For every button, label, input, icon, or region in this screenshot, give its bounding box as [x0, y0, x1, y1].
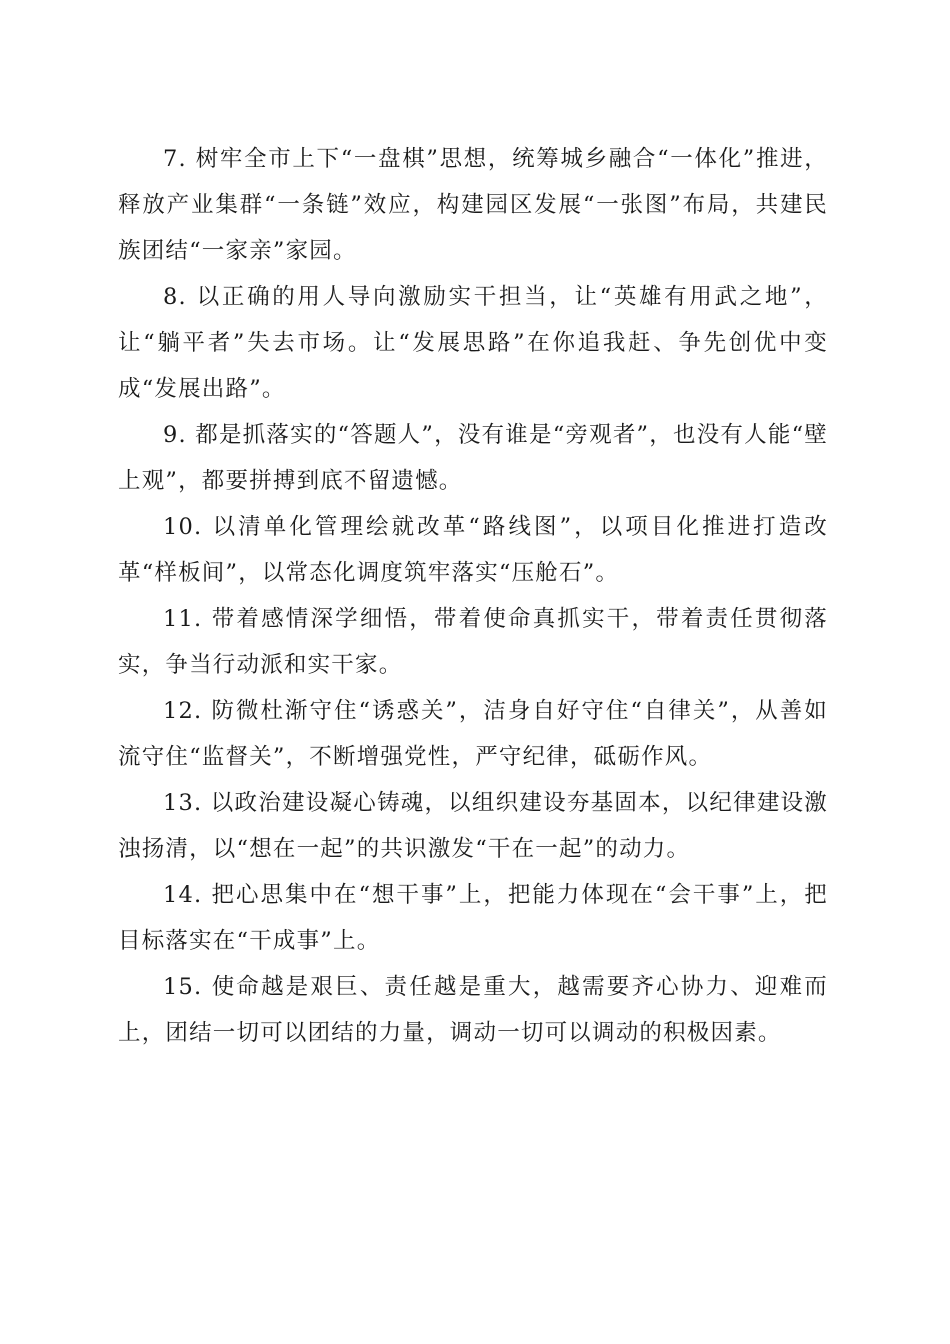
paragraph-13: 13. 以政治建设凝心铸魂，以组织建设夯基固本，以纪律建设激浊扬清，以“想在一起”的共识激发“干在一起”的动力。	[118, 790, 828, 862]
paragraph-14: 14. 把心思集中在“想干事”上，把能力体现在“会干事”上，把目标落实在“干成事”上。	[118, 882, 828, 954]
paragraph-9: 9. 都是抓落实的“答题人”，没有谁是“旁观者”，也没有人能“壁上观”，都要拼搏到底不留遗憾。	[118, 422, 828, 494]
paragraph-12: 12. 防微杜渐守住“诱惑关”，洁身自好守住“自律关”，从善如流守住“监督关”，不断增强党性，严守纪律，砥砺作风。	[118, 698, 828, 770]
paragraph-8: 8. 以正确的用人导向激励实干担当，让“英雄有用武之地”，让“躺平者”失去市场。让“发展思路”在你追我赶、争先创优中变成“发展出路”。	[118, 284, 828, 402]
paragraph-10: 10. 以清单化管理绘就改革“路线图”，以项目化推进打造改革“样板间”，以常态化调度筑牢落实“压舱石”。	[118, 514, 828, 586]
paragraph-11: 11. 带着感情深学细悟，带着使命真抓实干，带着责任贯彻落实，争当行动派和实干家。	[118, 606, 828, 678]
paragraph-7: 7. 树牢全市上下“一盘棋”思想，统筹城乡融合“一体化”推进，释放产业集群“一条链”效应，构建园区发展“一张图”布局，共建民族团结“一家亲”家园。	[118, 146, 828, 264]
document-body	[118, 136, 828, 1056]
paragraph-15: 15. 使命越是艰巨、责任越是重大，越需要齐心协力、迎难而上，团结一切可以团结的力量，调动一切可以调动的积极因素。	[118, 974, 828, 1046]
